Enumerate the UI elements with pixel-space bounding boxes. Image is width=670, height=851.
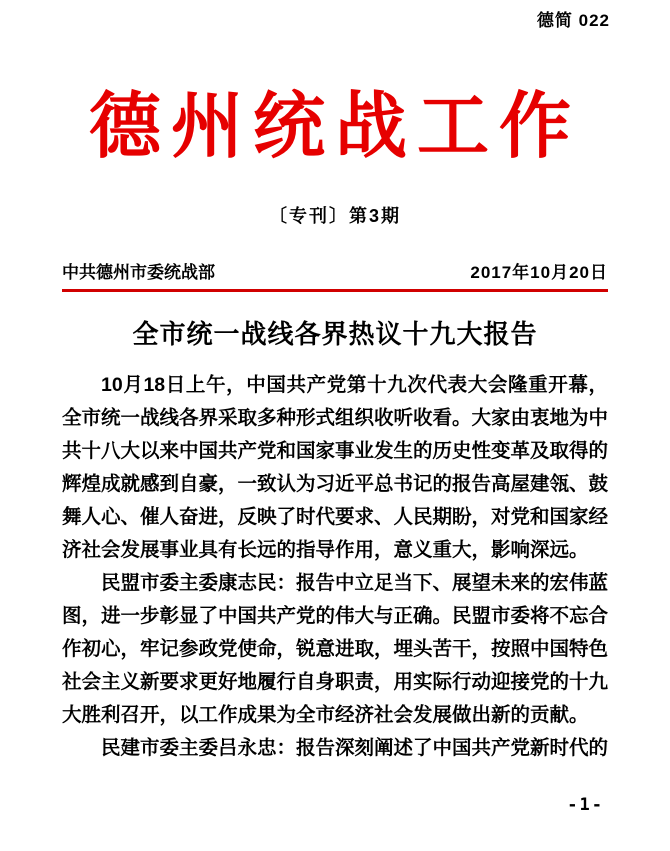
article-body bbox=[62, 369, 608, 765]
body-line: 全市统一战线各界采取多种形式组织收听收看。大家由衷地为中 bbox=[62, 407, 609, 429]
body-line: 济社会发展事业具有长远的指导作用，意义重大，影响深远。 bbox=[62, 539, 589, 561]
body-line: 民盟市委主委康志民：报告中立足当下、展望未来的宏伟蓝 bbox=[101, 572, 609, 594]
body-line: 图，进一步彰显了中国共产党的伟大与正确。民盟市委将不忘合 bbox=[62, 605, 609, 627]
publisher-name: 中共德州市委统战部 bbox=[62, 263, 215, 282]
doc-number: 德简 022 bbox=[536, 11, 610, 30]
body-line: 10月18日上午，中国共产党第十九次代表大会隆重开幕， bbox=[101, 374, 608, 396]
body-line: 辉煌成就感到自豪，一致认为习近平总书记的报告高屋建瓴、鼓 bbox=[62, 473, 609, 495]
article-title: 全市统一战线各界热议十九大报告 bbox=[132, 319, 538, 349]
body-line: 舞人心、催人奋进，反映了时代要求、人民期盼，对党和国家经 bbox=[62, 506, 609, 528]
issue-date: 2017年10月20日 bbox=[470, 263, 608, 282]
body-line: 共十八大以来中国共产党和国家事业发生的历史性变革及取得的 bbox=[62, 440, 609, 462]
body-line: 社会主义新要求更好地履行自身职责，用实际行动迎接党的十九 bbox=[62, 671, 609, 693]
masthead-title: 德州统战工作 bbox=[88, 83, 581, 168]
issue-label: 〔专刊〕第3期 bbox=[268, 206, 401, 226]
meta-row bbox=[62, 258, 608, 292]
body-line: 民建市委主委吕永忠：报告深刻阐述了中国共产党新时代的 bbox=[101, 737, 609, 759]
body-line: 作初心，牢记参政党使命，锐意进取，埋头苦干，按照中国特色 bbox=[62, 638, 609, 660]
body-line: 大胜利召开，以工作成果为全市经济社会发展做出新的贡献。 bbox=[62, 704, 589, 726]
page-number: -1- bbox=[567, 795, 604, 815]
